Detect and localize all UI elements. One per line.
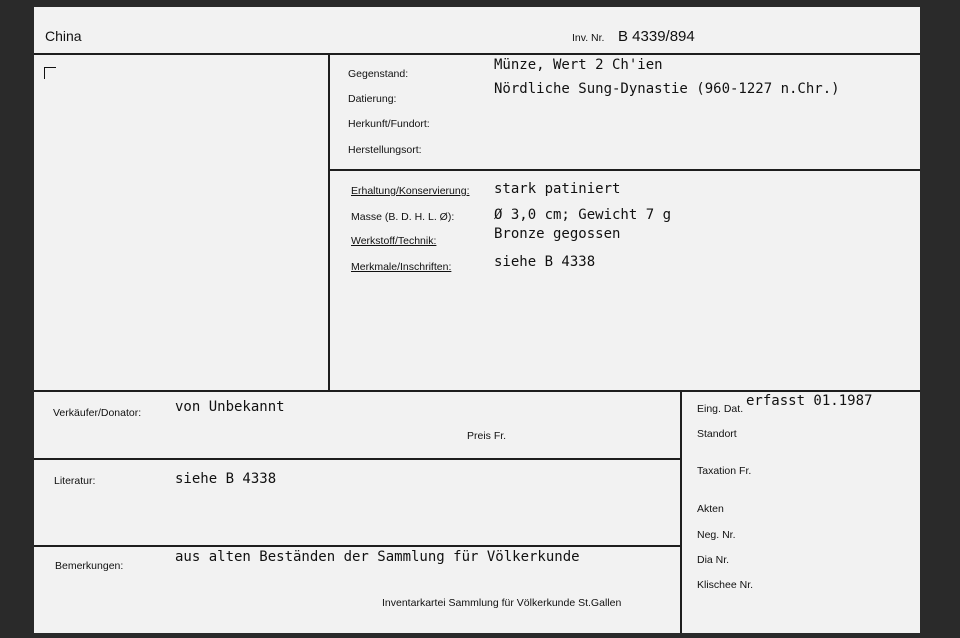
gegenstand-label: Gegenstand: bbox=[348, 68, 409, 80]
corner-mark bbox=[44, 67, 56, 79]
neg-nr-label: Neg. Nr. bbox=[697, 529, 736, 541]
inv-nr-value: B 4339/894 bbox=[618, 28, 695, 45]
divider bbox=[34, 53, 920, 55]
verkaeufer-value: von Unbekannt bbox=[175, 399, 285, 415]
dia-nr-label: Dia Nr. bbox=[697, 554, 730, 566]
eing-dat-label: Eing. Dat. bbox=[697, 403, 744, 415]
masse-value: Ø 3,0 cm; Gewicht 7 g bbox=[494, 207, 672, 223]
herstellungsort-label: Herstellungsort: bbox=[348, 144, 422, 156]
masse-label: Masse (B. D. H. L. Ø): bbox=[351, 211, 455, 223]
bemerkungen-value: aus alten Beständen der Sammlung für Völkerkunde bbox=[175, 549, 580, 565]
divider bbox=[34, 545, 680, 547]
inventory-card bbox=[34, 7, 920, 633]
merkmale-value: siehe B 4338 bbox=[494, 254, 596, 270]
verkaeufer-label: Verkäufer/Donator: bbox=[53, 407, 142, 419]
erhaltung-value: stark patiniert bbox=[494, 181, 621, 197]
divider bbox=[328, 169, 920, 171]
datierung-value: Nördliche Sung-Dynastie (960-1227 n.Chr.) bbox=[494, 81, 840, 97]
werkstoff-label: Werkstoff/Technik: bbox=[351, 235, 437, 247]
klischee-nr-label: Klischee Nr. bbox=[697, 579, 754, 591]
region-label: China bbox=[45, 28, 82, 44]
divider bbox=[34, 390, 920, 392]
literatur-value: siehe B 4338 bbox=[175, 471, 277, 487]
inv-nr-label: Inv. Nr. bbox=[572, 32, 605, 44]
preis-label: Preis Fr. bbox=[467, 430, 507, 442]
literatur-label: Literatur: bbox=[54, 475, 96, 487]
divider bbox=[34, 458, 680, 460]
erhaltung-label: Erhaltung/Konservierung: bbox=[351, 185, 470, 197]
footer-text: Inventarkartei Sammlung für Völkerkunde St.Gallen bbox=[382, 597, 622, 609]
divider bbox=[328, 53, 330, 391]
gegenstand-value: Münze, Wert 2 Ch'ien bbox=[494, 57, 663, 73]
akten-label: Akten bbox=[697, 503, 724, 515]
herkunft-label: Herkunft/Fundort: bbox=[348, 118, 430, 130]
standort-label: Standort bbox=[697, 428, 737, 440]
merkmale-label: Merkmale/Inschriften: bbox=[351, 261, 452, 273]
werkstoff-value: Bronze gegossen bbox=[494, 226, 621, 242]
divider bbox=[680, 390, 682, 633]
datierung-label: Datierung: bbox=[348, 93, 397, 105]
taxation-label: Taxation Fr. bbox=[697, 465, 752, 477]
eing-dat-value: erfasst 01.1987 bbox=[746, 393, 873, 409]
bemerkungen-label: Bemerkungen: bbox=[55, 560, 124, 572]
